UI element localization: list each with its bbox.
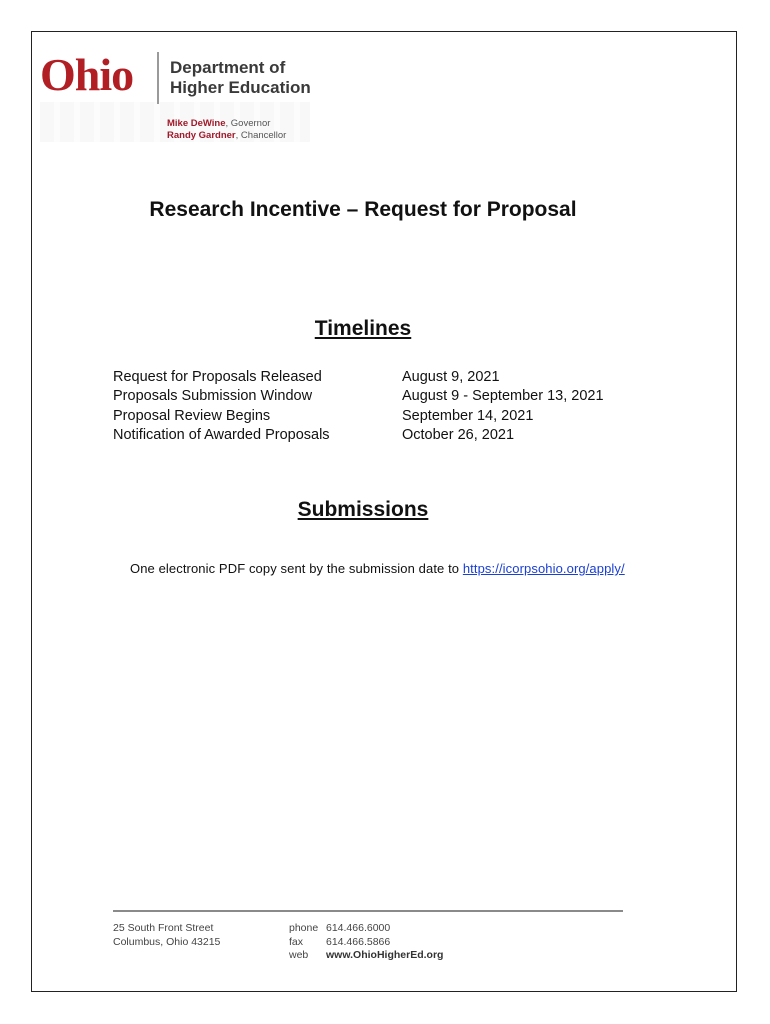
submission-text: One electronic PDF copy sent by the submission date to — [130, 561, 463, 576]
chancellor-name: Randy Gardner — [167, 130, 236, 141]
department-line-1: Department of — [170, 58, 286, 77]
timeline-row — [113, 368, 604, 387]
document-title: Research Incentive – Request for Proposal — [149, 198, 577, 221]
timeline-label: Proposals Submission Window — [113, 388, 313, 405]
submissions-heading: Submissions — [297, 498, 429, 521]
apply-link[interactable]: https://icorpsohio.org/apply/ — [462, 561, 625, 576]
timeline-row — [113, 426, 604, 445]
timeline-date: September 14, 2021 — [402, 407, 534, 424]
fax-number: 614.466.5866 — [326, 935, 391, 948]
timeline-table — [113, 368, 604, 445]
chancellor-line — [167, 130, 286, 142]
department-line-2: Higher Education — [170, 78, 311, 97]
timeline-row — [113, 387, 604, 406]
governor-title: , Governor — [225, 118, 271, 129]
fax-row — [289, 936, 443, 950]
fax-label: fax — [289, 935, 304, 948]
address-line-2: Columbus, Ohio 43215 — [113, 935, 221, 948]
timeline-date: August 9, 2021 — [402, 369, 500, 385]
phone-number: 614.466.6000 — [326, 922, 391, 934]
footer-contact — [289, 922, 443, 963]
logo-divider — [157, 52, 159, 104]
governor-line — [167, 118, 286, 130]
timeline-label: Request for Proposals Released — [113, 369, 322, 385]
department-name — [170, 58, 311, 98]
chancellor-title: , Chancellor — [235, 130, 287, 141]
footer-divider — [113, 910, 623, 912]
timeline-label: Proposal Review Begins — [113, 407, 271, 424]
timeline-date: October 26, 2021 — [402, 426, 515, 443]
address-line-1: 25 South Front Street — [113, 922, 214, 934]
timelines-heading: Timelines — [314, 317, 412, 340]
timeline-label: Notification of Awarded Proposals — [113, 426, 330, 443]
phone-label: phone — [289, 922, 319, 934]
web-row — [289, 949, 443, 963]
officials-block — [167, 118, 286, 142]
web-address[interactable]: www.OhioHigherEd.org — [326, 949, 444, 961]
web-label: web — [289, 949, 309, 961]
phone-row — [289, 922, 443, 936]
submission-instructions — [130, 561, 625, 576]
governor-name: Mike DeWine — [167, 118, 226, 129]
timeline-date: August 9 - September 13, 2021 — [402, 388, 604, 405]
logo-wordmark: Ohio — [40, 49, 134, 100]
timeline-row — [113, 407, 604, 426]
footer-address — [113, 922, 220, 949]
